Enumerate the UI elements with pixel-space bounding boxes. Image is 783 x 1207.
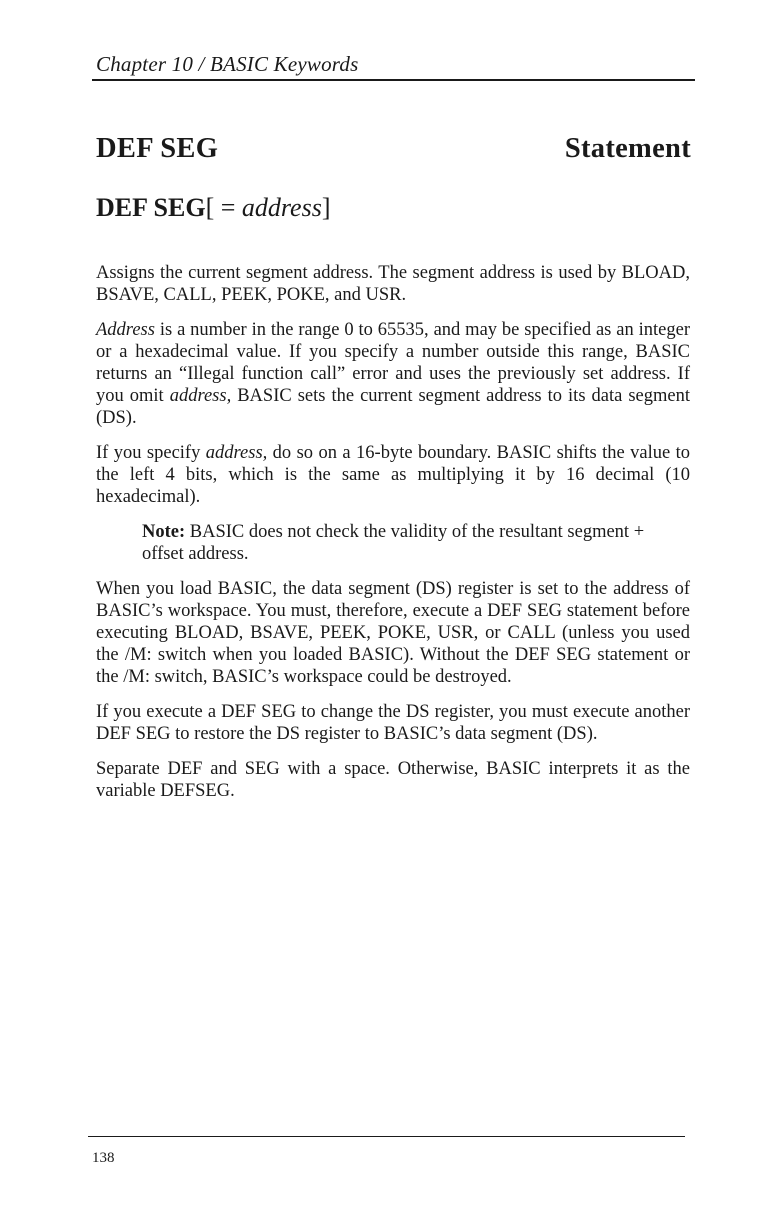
running-head: Chapter 10 / BASIC Keywords — [96, 52, 359, 76]
entry-type: Statement — [564, 133, 691, 164]
syntax-open-bracket: [ = — [205, 193, 242, 222]
note-block — [142, 521, 662, 565]
footer-rule — [88, 1136, 685, 1137]
note-text: BASIC does not check the validity of the resultant segment + offset address. — [142, 522, 645, 564]
boundary-italic: address, — [205, 443, 268, 463]
note-label: Note: — [142, 522, 186, 542]
address-italic-lead: Address — [96, 320, 155, 340]
address-range-text-end: BASIC sets the current segment address to its data segment (DS). — [96, 386, 690, 428]
paragraph-separate-keywords: Separate DEF and SEG with a space. Otherwise, BASIC interprets it as the variable DEFSEG. — [96, 759, 690, 801]
paragraph-purpose: Assigns the current segment address. The segment address is used by BLOAD, BSAVE, CALL, PEEK, POKE, and USR. — [96, 263, 690, 305]
header-rule — [92, 79, 695, 81]
paragraph-load-basic: When you load BASIC, the data segment (DS) register is set to the address of BASIC’s workspace. You must, therefore, execute a DEF SEG statement before executing BLOAD, BSAVE, PEEK, POKE, USR, or CALL (unless you used the /M: switch when you loaded BASIC). Without the DEF SEG statement or the /M: switch, BASIC’s workspace could be destroyed. — [96, 579, 690, 687]
paragraph-restore-ds: If you execute a DEF SEG to change the DS register, you must execute another DEF SEG to restore the DS register to BASIC’s data segment (DS). — [96, 702, 690, 744]
syntax-argument: address — [241, 193, 322, 222]
body-text — [96, 262, 690, 815]
syntax-keyword: DEF SEG — [96, 193, 206, 222]
boundary-text-end: do so on a 16-byte boundary. BASIC shifts the value to the left 4 bits, which is the same as multiplying it by 16 decimal (10 hexadecimal). — [96, 443, 690, 507]
boundary-text-start: If you specify — [96, 443, 206, 463]
address-italic-inline: address, — [169, 386, 232, 406]
paragraph-address-range — [96, 319, 690, 429]
address-range-text: is a number in the range 0 to 65535, and may be specified as an integer or a hexadecimal value. If you specify a number outside this range, BASIC returns an “Illegal function call” error and uses the previously set address. If you omit — [96, 320, 690, 406]
syntax-line — [96, 193, 331, 223]
page-number: 138 — [92, 1150, 115, 1166]
entry-title: DEF SEG — [96, 133, 219, 164]
syntax-close-bracket: ] — [321, 193, 331, 222]
paragraph-boundary — [96, 442, 690, 508]
